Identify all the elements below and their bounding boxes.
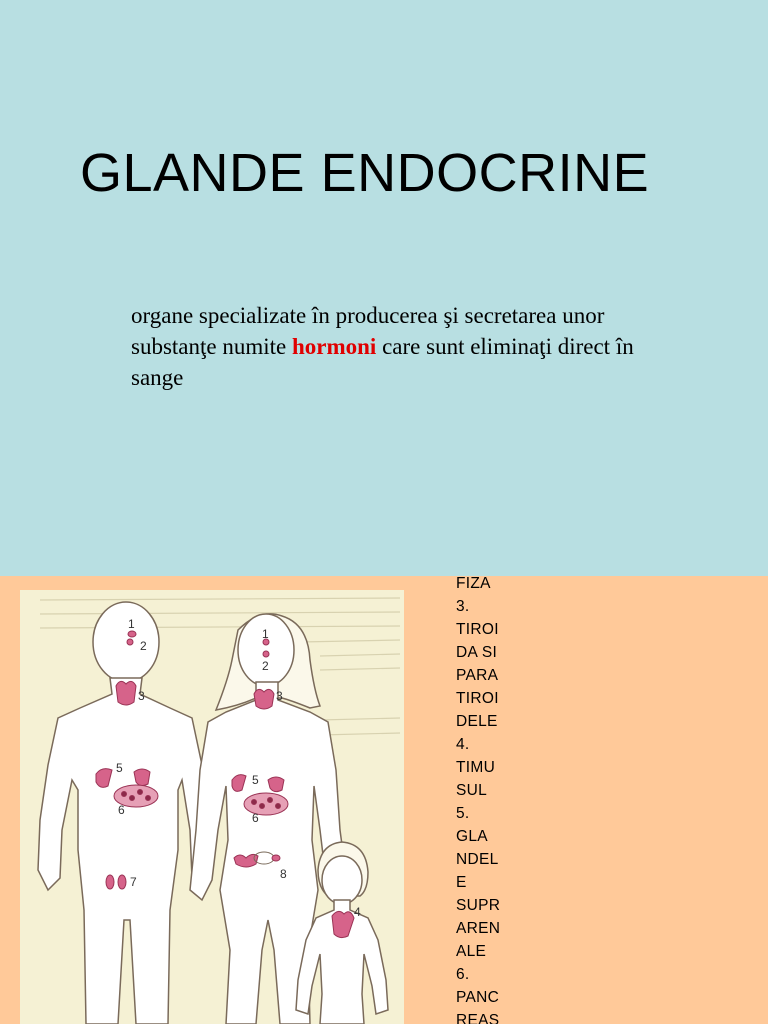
label-2-man: 2 [140, 639, 147, 653]
legend-line: TIROI [456, 621, 499, 638]
definition-text [131, 300, 691, 393]
label-8-woman: 8 [280, 867, 287, 881]
slide-title: GLANDE ENDOCRINE [80, 143, 650, 203]
legend-line: NDEL [456, 851, 499, 868]
legend-line: TIMU [456, 759, 496, 776]
legend-line: DA SI [456, 644, 498, 661]
legend-line: ALE [456, 943, 487, 960]
label-6-man: 6 [118, 803, 125, 817]
label-7-man: 7 [130, 875, 137, 889]
legend-line: REAS [456, 1012, 500, 1024]
hormoni-highlight: hormoni [291, 334, 377, 359]
man-figure [38, 602, 212, 1024]
label-3-woman: 3 [276, 689, 283, 703]
gland-legend [456, 576, 516, 1024]
label-1-woman: 1 [262, 627, 269, 641]
legend-line: 3. [456, 598, 470, 615]
legend-line: SUPR [456, 897, 501, 914]
legend-line: DELE [456, 713, 498, 730]
legend-line: PANC [456, 989, 500, 1006]
label-3-man: 3 [138, 689, 145, 703]
legend-line: SUL [456, 782, 488, 799]
legend-line: PARA [456, 667, 499, 684]
legend-line: 5. [456, 805, 470, 822]
body-outlines-drawing [20, 590, 404, 1024]
legend-line: E [456, 874, 467, 891]
legend-line: GLA [456, 828, 488, 845]
label-5-man: 5 [116, 761, 123, 775]
legend-line: 4. [456, 736, 470, 753]
label-2-woman: 2 [262, 659, 269, 673]
label-6-woman: 6 [252, 811, 259, 825]
legend-line: TIROI [456, 690, 499, 707]
legend-line: 6. [456, 966, 470, 983]
legend-line: AREN [456, 920, 501, 937]
label-4-child: 4 [354, 905, 361, 919]
definition-after: care sunt eliminaţi direct în sange [131, 334, 634, 390]
definition-before: organe specializate în producerea şi secretarea unor substanţe numite [131, 303, 605, 359]
endocrine-glands-illustration [20, 590, 404, 1024]
legend-line: FIZA [456, 576, 491, 592]
diagram-slide [0, 576, 768, 1024]
label-5-woman: 5 [252, 773, 259, 787]
label-1-man: 1 [128, 617, 135, 631]
